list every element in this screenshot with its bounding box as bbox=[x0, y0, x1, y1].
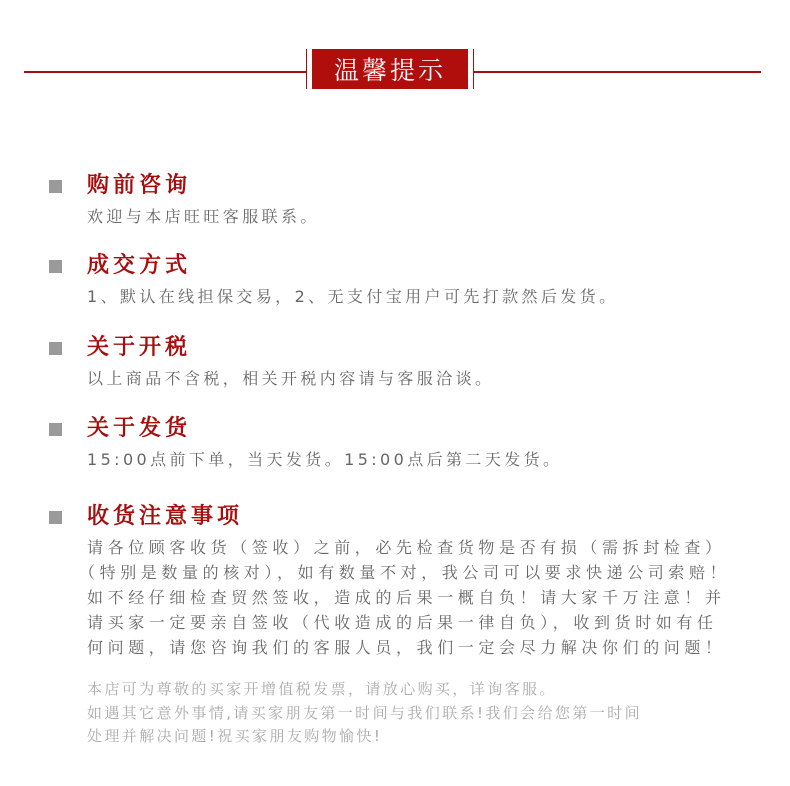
section-body-line: 15:00点前下单，当天发货。15:00点后第二天发货。 bbox=[87, 450, 563, 469]
section-body-line: 请各位顾客收货（签收）之前，必先检查货物是否有损（需拆封检查） bbox=[87, 538, 726, 557]
banner-line-left bbox=[24, 71, 306, 73]
square-bullet-icon bbox=[49, 423, 62, 436]
square-bullet-icon bbox=[49, 511, 62, 524]
section-body-line: （特别是数量的核对），如有数量不对，我公司可以要求快递公司索赔！ bbox=[79, 563, 731, 582]
banner-title: 温馨提示 bbox=[333, 56, 446, 85]
square-bullet-icon bbox=[49, 180, 62, 193]
section-body-line: 何问题，请您咨询我们的客服人员，我们一定会尽力解决你们的问题！ bbox=[87, 638, 726, 657]
section-heading: 成交方式 bbox=[87, 253, 192, 278]
section-body-line: 如不经仔细检查贸然签收，造成的后果一概自负！请大家千万注意！并 bbox=[87, 588, 726, 607]
section-heading: 收货注意事项 bbox=[87, 504, 244, 529]
section-body-line: 以上商品不含税，相关开税内容请与客服洽谈。 bbox=[87, 369, 495, 388]
banner-title-box bbox=[312, 49, 468, 89]
footer-note-line: 处理并解决问题!祝买家朋友购物愉快! bbox=[87, 727, 383, 745]
section-heading: 购前咨询 bbox=[87, 173, 192, 198]
section-heading: 关于发货 bbox=[87, 416, 192, 441]
footer-note-line: 如遇其它意外事情,请买家朋友第一时间与我们联系!我们会给您第一时间 bbox=[87, 703, 642, 722]
banner-divider-left bbox=[306, 49, 307, 89]
footer-note bbox=[87, 678, 642, 749]
section-heading: 关于开税 bbox=[87, 335, 192, 360]
square-bullet-icon bbox=[49, 260, 62, 273]
section-body-line: 1、默认在线担保交易，2、无支付宝用户可先打款然后发货。 bbox=[87, 287, 619, 306]
section-body-line: 欢迎与本店旺旺客服联系。 bbox=[87, 207, 320, 226]
banner-divider-right bbox=[473, 49, 474, 89]
footer-note-line: 本店可为尊敬的买家开增值税发票，请放心购买，详询客服。 bbox=[87, 680, 557, 698]
banner-line-right bbox=[474, 71, 761, 73]
section-body-line: 请买家一定要亲自签收（代收造成的后果一律自负），收到货时如有任 bbox=[87, 613, 718, 632]
square-bullet-icon bbox=[49, 342, 62, 355]
